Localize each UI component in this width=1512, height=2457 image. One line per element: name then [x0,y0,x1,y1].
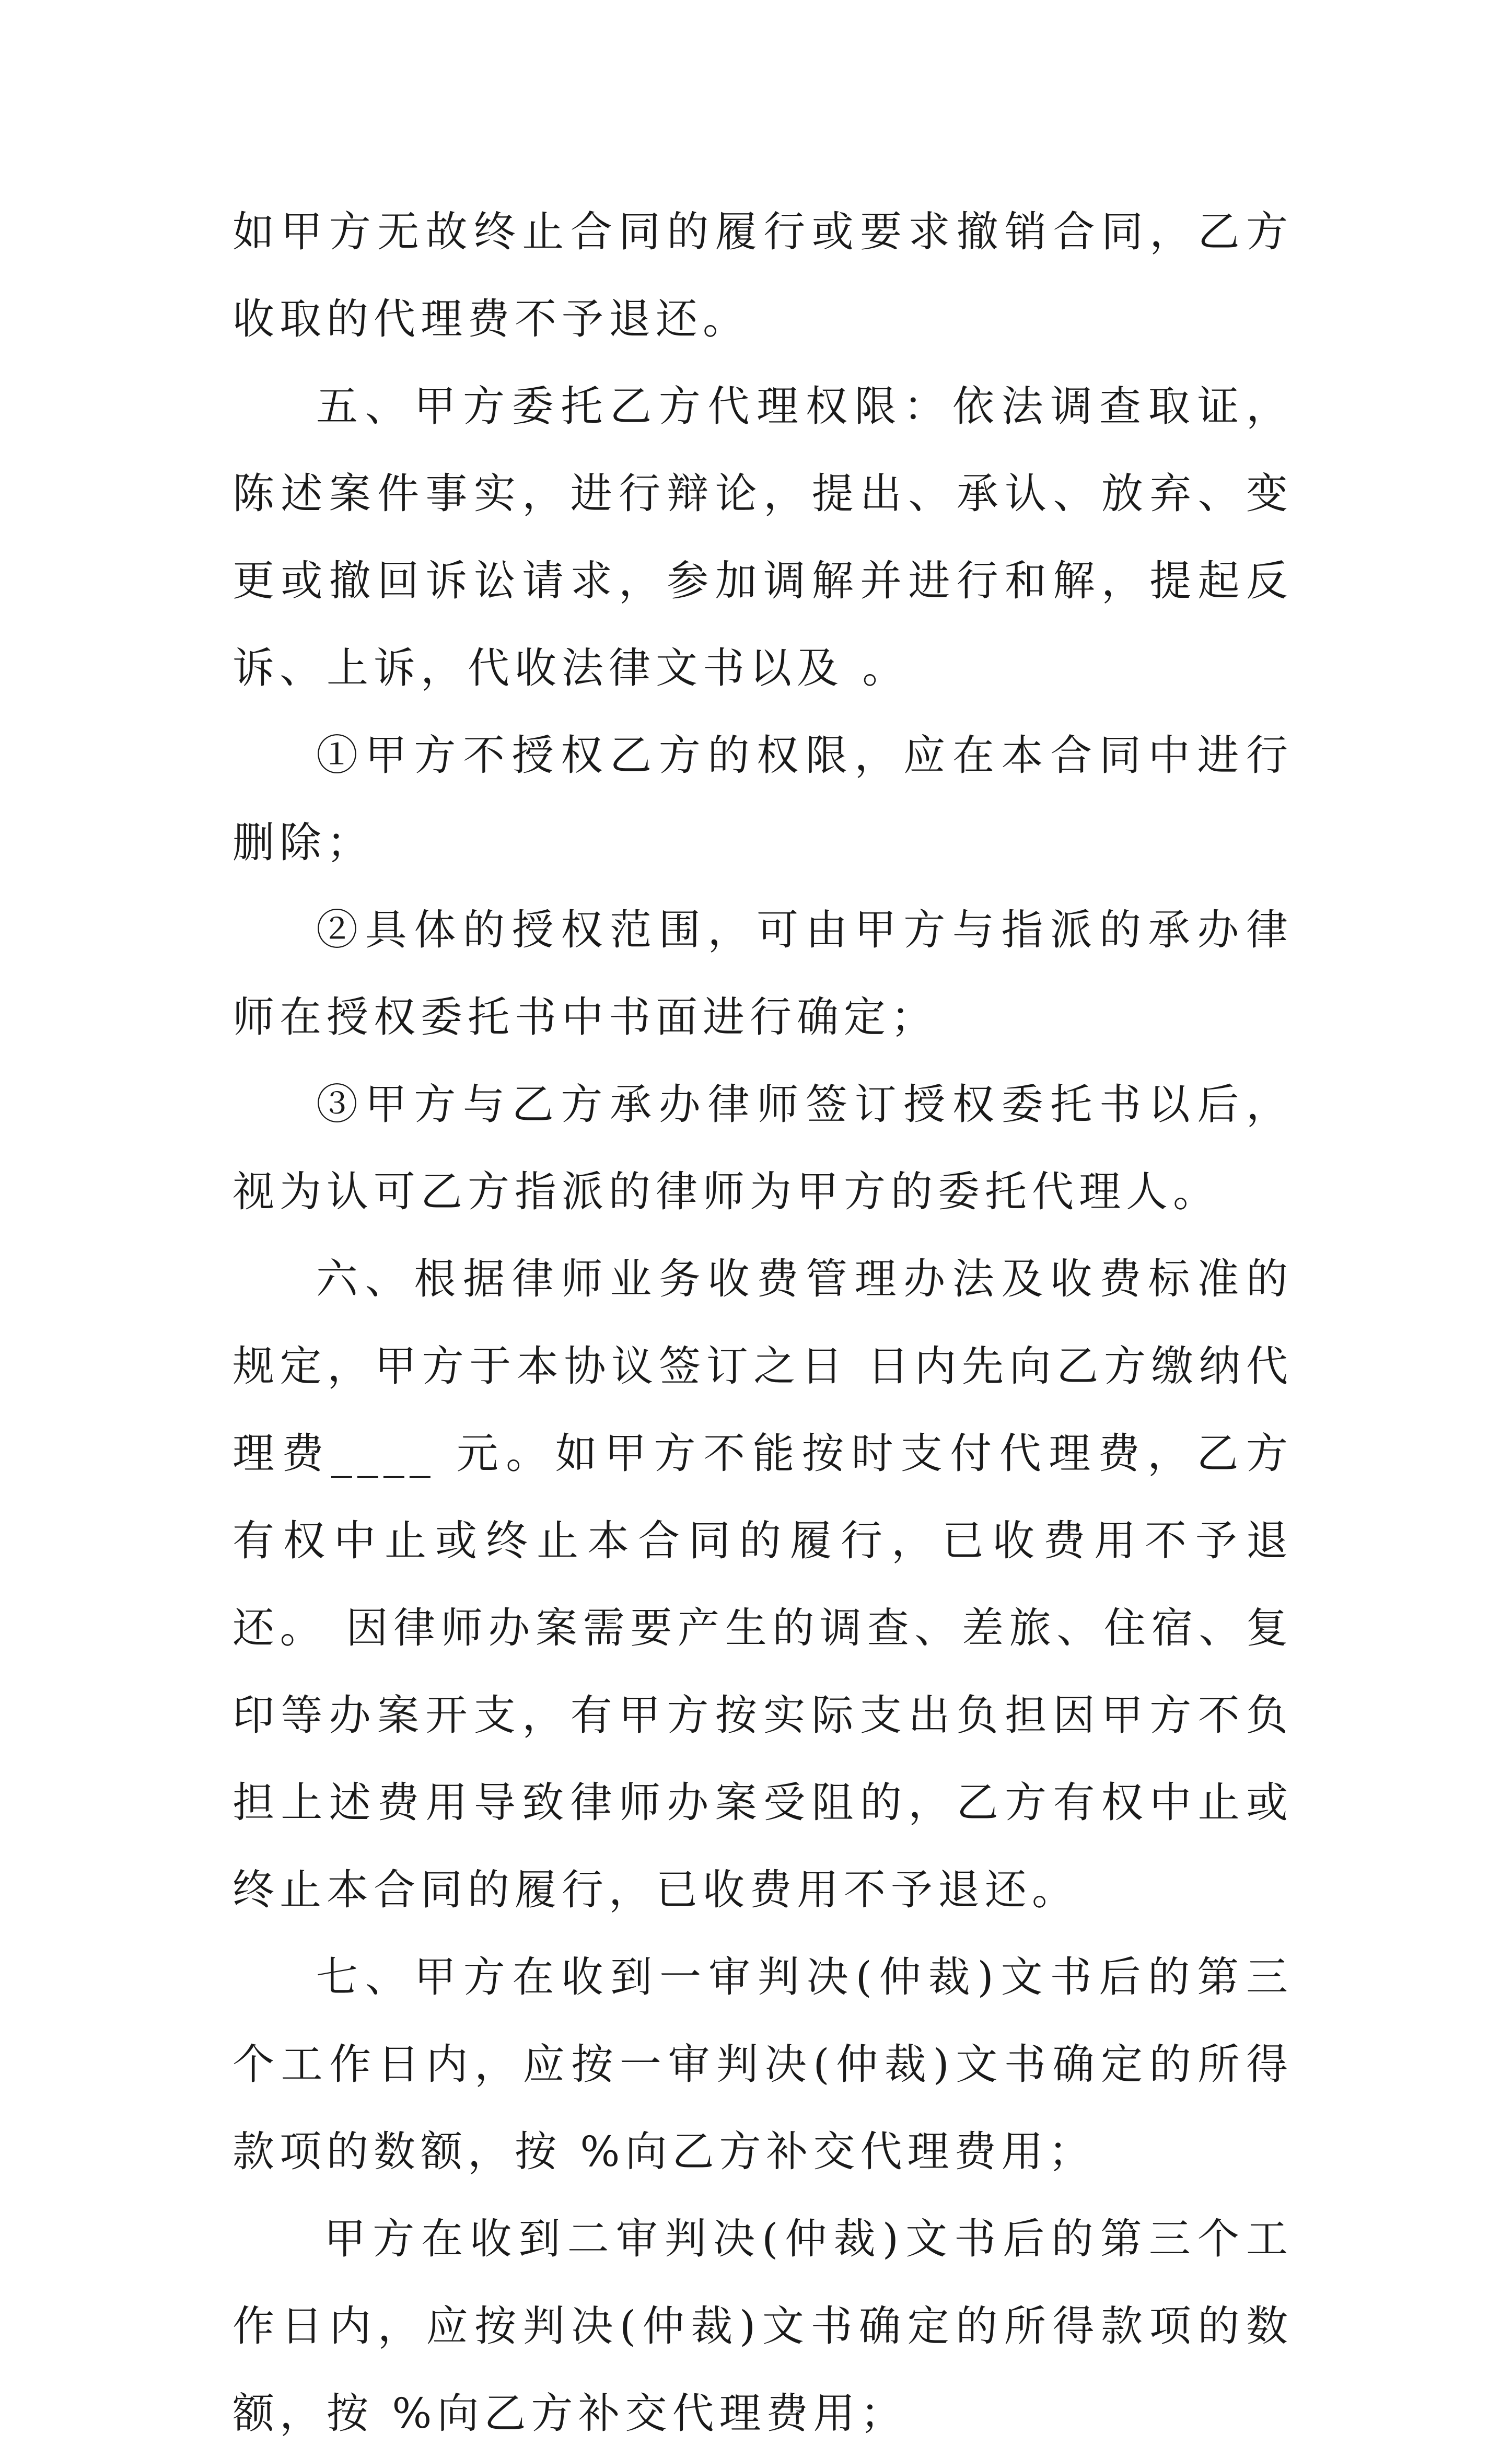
document-page [232,188,1293,2457]
paragraph-clause-5-authority: 五、甲方委托乙方代理权限：依法调查取证，陈述案件事实，进行辩论，提出、承认、放弃、变更或撤回诉讼请求，参加调解并进行和解，提起反诉、上诉，代收法律文书以及 。 [232,382,1293,692]
paragraph-refund-clause: 如甲方无故终止合同的履行或要求撤销合同，乙方收取的代理费不予退还。 [232,207,1293,343]
paragraph-note-1: ①甲方不授权乙方的权限，应在本合同中进行删除； [232,731,1293,867]
paragraph-note-3: ③甲方与乙方承办律师签订授权委托书以后，视为认可乙方指派的律师为甲方的委托代理人。 [232,1080,1293,1216]
paragraph-note-2: ②具体的授权范围，可由甲方与指派的承办律师在授权委托书中书面进行确定； [232,906,1293,1041]
paragraph-clause-7-second-instance: 甲方在收到二审判决(仲裁)文书后的第三个工作日内，应按判决(仲裁)文书确定的所得款项的数额，按 %向乙方补交代理费用； [232,2215,1293,2438]
paragraph-clause-7-first-instance: 七、甲方在收到一审判决(仲裁)文书后的第三个工作日内，应按一审判决(仲裁)文书确定的所得款项的数额，按 %向乙方补交代理费用； [232,1953,1293,2176]
paragraph-clause-6-fees: 六、根据律师业务收费管理办法及收费标准的规定，甲方于本协议签订之日 日内先向乙方缴纳代理费____ 元。如甲方不能按时支付代理费，乙方有权中止或终止本合同的履行，已收费用不予退还。 因律师办案需要产生的调查、差旅、住宿、复印等办案开支，有甲方按实际支出负担因甲方不负担上述费用导致律师办案受阻的，乙方有权中止或终止本合同的履行，已收费用不予退还。 [232,1255,1293,1914]
